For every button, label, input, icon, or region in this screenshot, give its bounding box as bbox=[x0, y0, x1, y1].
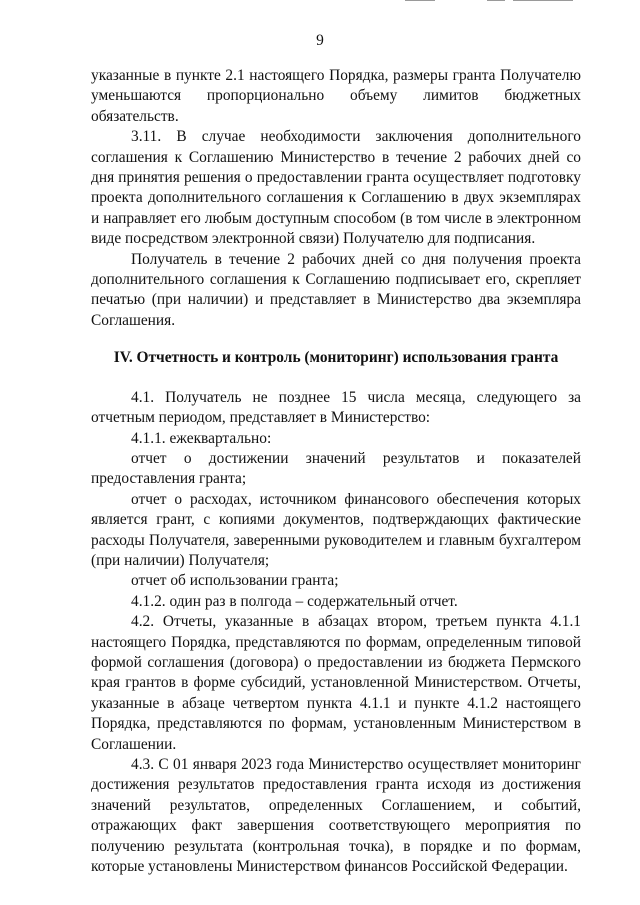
paragraph-recipient-signing: Получатель в течение 2 рабочих дней со дня получения проекта дополнительного соглашения к Соглашению подписывает его, скрепляет печатью (при наличии) и представляет в Министерство два экземпляра Соглашения. bbox=[91, 250, 581, 329]
paragraph-4-3: 4.3. С 01 января 2023 года Министерство осуществляет мониторинг достижения результатов предоставления гранта исходя из достижения значений результатов, определенных Соглашением, и событий, отражающих факт завершения соответствующего мероприятия по получению результата (контрольная точка), в порядке и по формам, которые установлены Министерством финансов Российской Федерации. bbox=[91, 756, 581, 876]
page-number: 9 bbox=[316, 32, 324, 49]
paragraph-3-11: 3.11. В случае необходимости заключения дополнительного соглашения к Соглашению Министерство в течение 2 рабочих дней со дня принятия решения о предоставлении гранта осуществляет подготовку проекта дополнительного соглашения к Соглашению в двух экземплярах и направляет его любым доступным способом (в том числе в электронном виде посредством электронной связи) Получателю для подписания. bbox=[91, 128, 581, 248]
paragraph-report-usage: отчет об использовании гранта; bbox=[131, 572, 339, 590]
paragraph-4-1: 4.1. Получатель не позднее 15 числа месяца, следующего за отчетным периодом, представляет в Министерство: bbox=[91, 388, 581, 427]
document-body bbox=[91, 66, 581, 877]
scan-header-marks bbox=[395, 0, 595, 3]
paragraph-4-2: 4.2. Отчеты, указанные в абзацах втором, третьем пункта 4.1.1 настоящего Порядка, представляются по формам, определенным типовой формой соглашения (договора) о предоставлении из бюджета Пермского края грантов в форме субсидий, установленной Министерством. Отчеты, указанные в абзаце четвертом пункта 4.1.1 и пункте 4.1.2 настоящего Порядка, представляются по формам, установленным Министерством в Соглашении. bbox=[91, 613, 581, 753]
paragraph-report-expenses: отчет о расходах, источником финансового обеспечения которых является грант, с копиями документов, подтверждающих фактические расходы Получателя, заверенными руководителем и главным бухгалтером (при наличии) Получателя; bbox=[91, 490, 581, 569]
section-heading: IV. Отчетность и контроль (мониторинг) использования гранта bbox=[113, 349, 559, 367]
paragraph-report-results: отчет о достижении значений результатов и показателей предоставления гранта; bbox=[91, 449, 581, 488]
paragraph-continuation: указанные в пункте 2.1 настоящего Порядка, размеры гранта Получателю уменьшаются пропорционально объему лимитов бюджетных обязательств. bbox=[91, 67, 581, 125]
paragraph-4-1-2: 4.1.2. один раз в полгода – содержательный отчет. bbox=[131, 592, 458, 610]
paragraph-4-1-1: 4.1.1. ежеквартально: bbox=[131, 429, 272, 447]
